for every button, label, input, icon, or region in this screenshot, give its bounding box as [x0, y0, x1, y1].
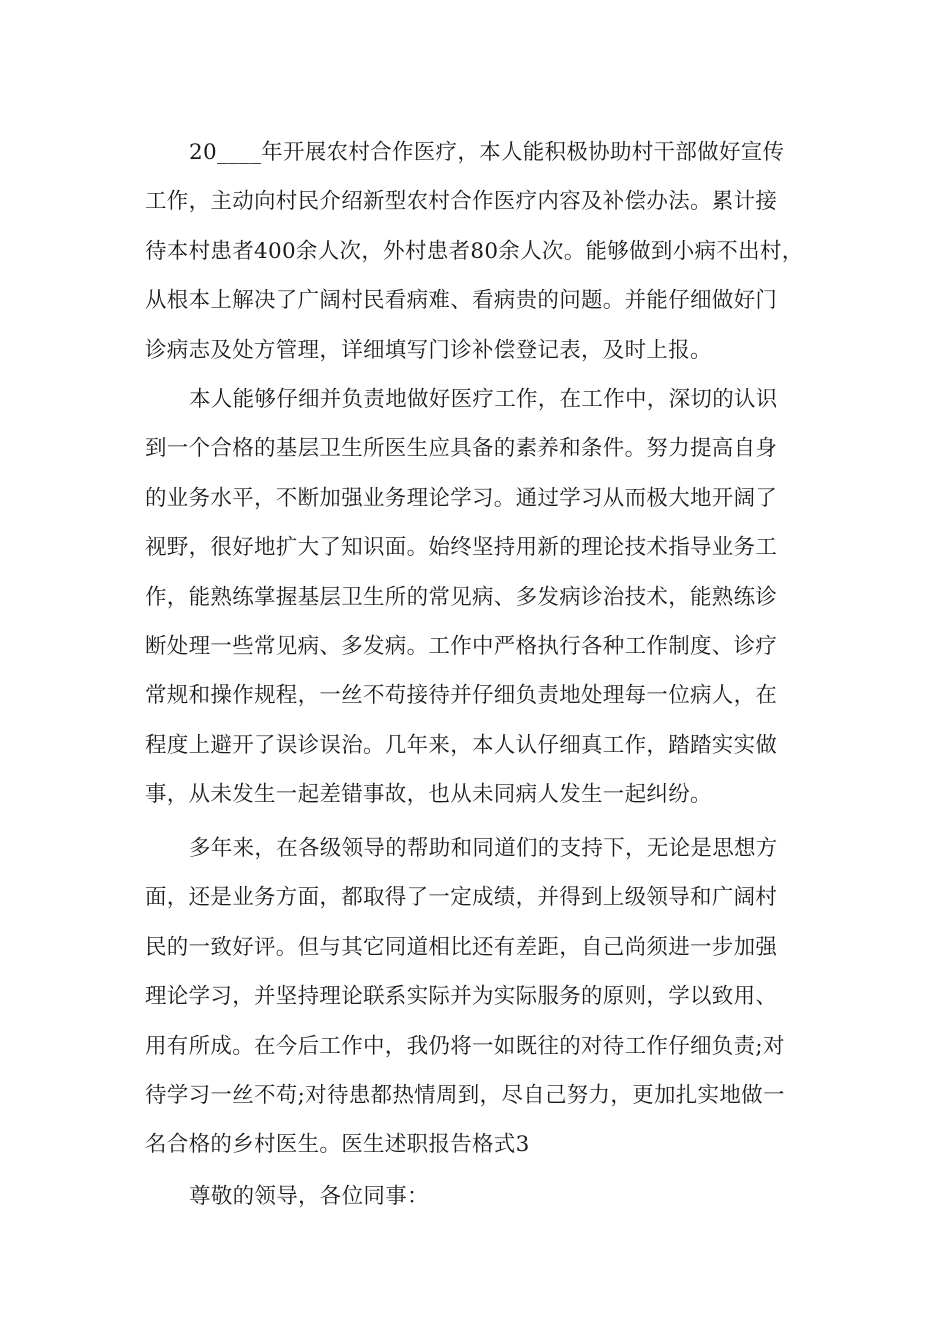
paragraph-line: 民的一致好评。但与其它同道相比还有差距，自己尚须进一步加强 — [145, 934, 778, 960]
paragraph-3 — [145, 824, 815, 1170]
paragraph-1 — [145, 128, 815, 375]
paragraph-line: 到一个合格的基层卫生所医生应具备的素养和条件。努力提高自身 — [145, 436, 778, 462]
paragraph-line: 从根本上解决了广阔村民看病难、看病贵的问题。并能仔细做好门 — [145, 288, 778, 314]
paragraph-line: 常规和操作规程，一丝不苟接待并仔细负责地处理每一位病人，在 — [145, 683, 778, 709]
paragraph-line: 作，能熟练掌握基层卫生所的常见病、多发病诊治技术，能熟练诊 — [145, 584, 778, 610]
paragraph-line: 断处理一些常见病、多发病。工作中严格执行各种工作制度、诊疗 — [145, 633, 778, 659]
paragraph-line: 名合格的乡村医生。医生述职报告格式3 — [145, 1132, 530, 1158]
paragraph-line: 20____年开展农村合作医疗，本人能积极协助村干部做好宣传 — [189, 140, 785, 165]
paragraph-line: 诊病志及处方管理，详细填写门诊补偿登记表，及时上报。 — [145, 337, 712, 363]
paragraph-line: 理论学习，并坚持理论联系实际并为实际服务的原则，学以致用、 — [145, 984, 778, 1010]
paragraph-line: 视野，很好地扩大了知识面。始终坚持用新的理论技术指导业务工 — [145, 535, 778, 561]
paragraph-line: 工作，主动向村民介绍新型农村合作医疗内容及补偿办法。累计接 — [145, 189, 778, 215]
paragraph-line: 本人能够仔细并负责地做好医疗工作，在工作中，深切的认识 — [189, 387, 778, 412]
paragraph-line: 程度上避开了误诊误治。几年来，本人认仔细真工作，踏踏实实做 — [145, 732, 778, 758]
paragraph-line: 待学习一丝不苟;对待患都热情周到，尽自己努力，更加扎实地做一 — [145, 1082, 785, 1108]
paragraph-line: 面，还是业务方面，都取得了一定成绩，并得到上级领导和广阔村 — [145, 885, 778, 911]
paragraph-line: 待本村患者400余人次，外村患者80余人次。能够做到小病不出村， — [145, 238, 804, 264]
greeting-line: 尊敬的领导，各位同事： — [189, 1184, 429, 1209]
paragraph-line: 事，从未发生一起差错事故，也从未同病人发生一起纠纷。 — [145, 782, 712, 808]
paragraph-line: 多年来，在各级领导的帮助和同道们的支持下，无论是思想方 — [189, 836, 778, 861]
paragraph-4 — [145, 1172, 815, 1221]
paragraph-line: 用有所成。在今后工作中，我仍将一如既往的对待工作仔细负责;对 — [145, 1033, 785, 1059]
paragraph-line: 的业务水平，不断加强业务理论学习。通过学习从而极大地开阔了 — [145, 485, 778, 511]
paragraph-2 — [145, 375, 815, 820]
